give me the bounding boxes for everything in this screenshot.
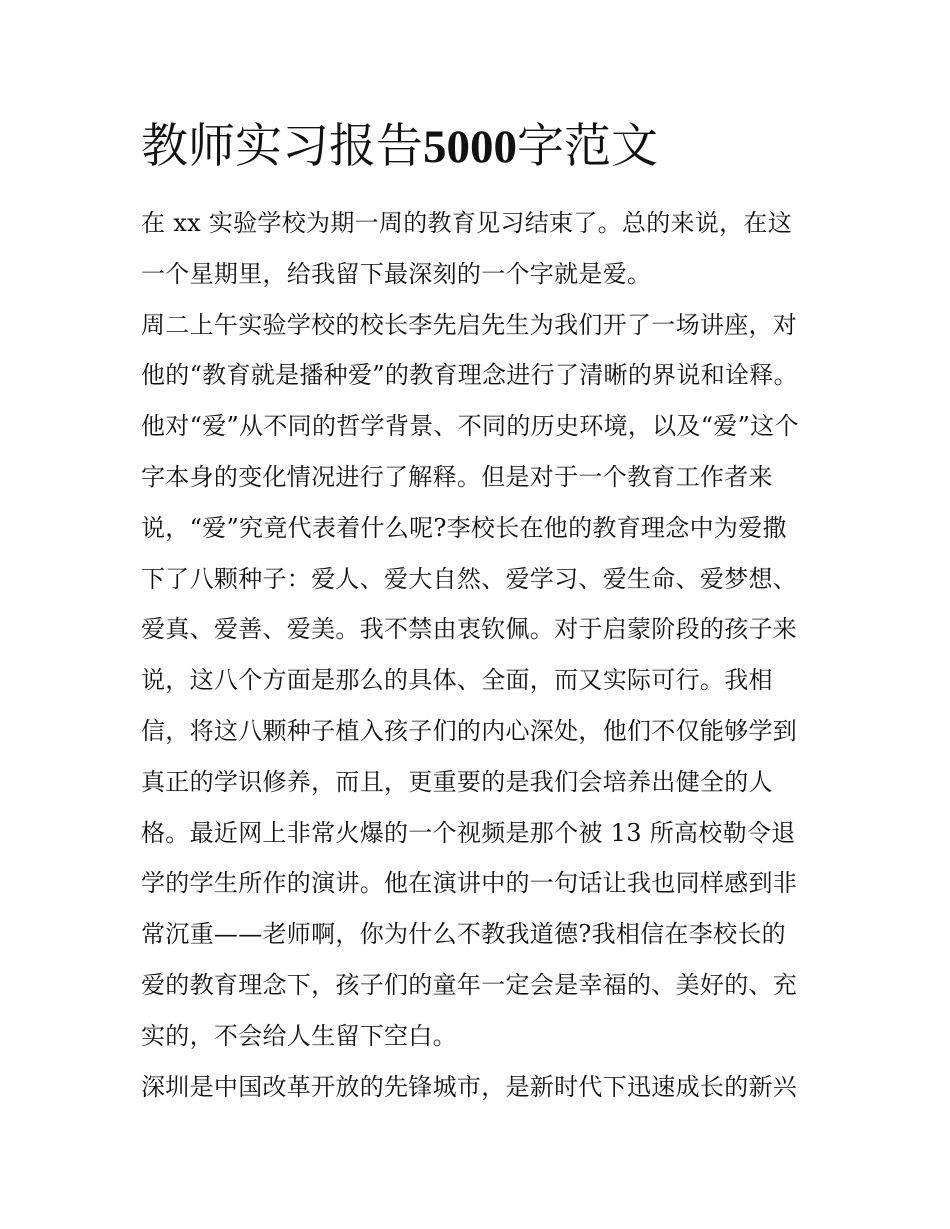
paragraph-line: 常沉重——老师啊，你为什么不教我道德?我相信在李校长的 [141, 920, 786, 949]
paragraph-line: 真正的学识修养，而且，更重要的是我们会培养出健全的人 [141, 767, 773, 796]
paragraph-line: 下了八颗种子：爱人、爱大自然、爱学习、爱生命、爱梦想、 [141, 564, 798, 593]
paragraph-line: 他对“爱”从不同的哲学背景、不同的历史环境，以及“爱”这个 [141, 412, 799, 441]
title-prefix: 教师实习报告 [141, 119, 423, 174]
document-title [141, 117, 821, 177]
document-body [141, 198, 821, 1112]
title-suffix: 字范文 [517, 119, 658, 174]
paragraph-line: 一个星期里，给我留下最深刻的一个字就是爱。 [141, 259, 652, 288]
paragraph-line: 周二上午实验学校的校长李先启先生为我们开了一场讲座，对 [141, 310, 798, 339]
paragraph-line: 学的学生所作的演讲。他在演讲中的一句话让我也同样感到非 [141, 869, 798, 898]
paragraph-2 [141, 300, 821, 1062]
paragraph-line: 信，将这八颗种子植入孩子们的内心深处，他们不仅能够学到 [141, 716, 798, 745]
paragraph-line: 爱真、爱善、爱美。我不禁由衷钦佩。对于启蒙阶段的孩子来 [141, 615, 798, 644]
paragraph-line: 在 xx 实验学校为期一周的教育见习结束了。总的来说，在这 [141, 209, 793, 237]
paragraph-line: 说，这八个方面是那么的具体、全面，而又实际可行。我相 [141, 666, 773, 695]
paragraph-line: 爱的教育理念下，孩子们的童年一定会是幸福的、美好的、充 [141, 970, 798, 999]
paragraph-3 [141, 1062, 821, 1113]
paragraph-line: 深圳是中国改革开放的先锋城市，是新时代下迅速成长的新兴 [141, 1072, 798, 1101]
paragraph-line: 说，“爱”究竟代表着什么呢?李校长在他的教育理念中为爱撒 [141, 513, 787, 542]
paragraph-1 [141, 198, 821, 300]
paragraph-line: 实的，不会给人生留下空白。 [141, 1021, 457, 1050]
paragraph-line: 格。最近网上非常火爆的一个视频是那个被 13 所高校勒令退 [141, 818, 796, 847]
title-number: 5000 [423, 121, 517, 173]
paragraph-line: 他的“教育就是播种爱”的教育理念进行了清晰的界说和诠释。 [141, 361, 798, 390]
paragraph-line: 字本身的变化情况进行了解释。但是对于一个教育工作者来 [141, 462, 773, 491]
